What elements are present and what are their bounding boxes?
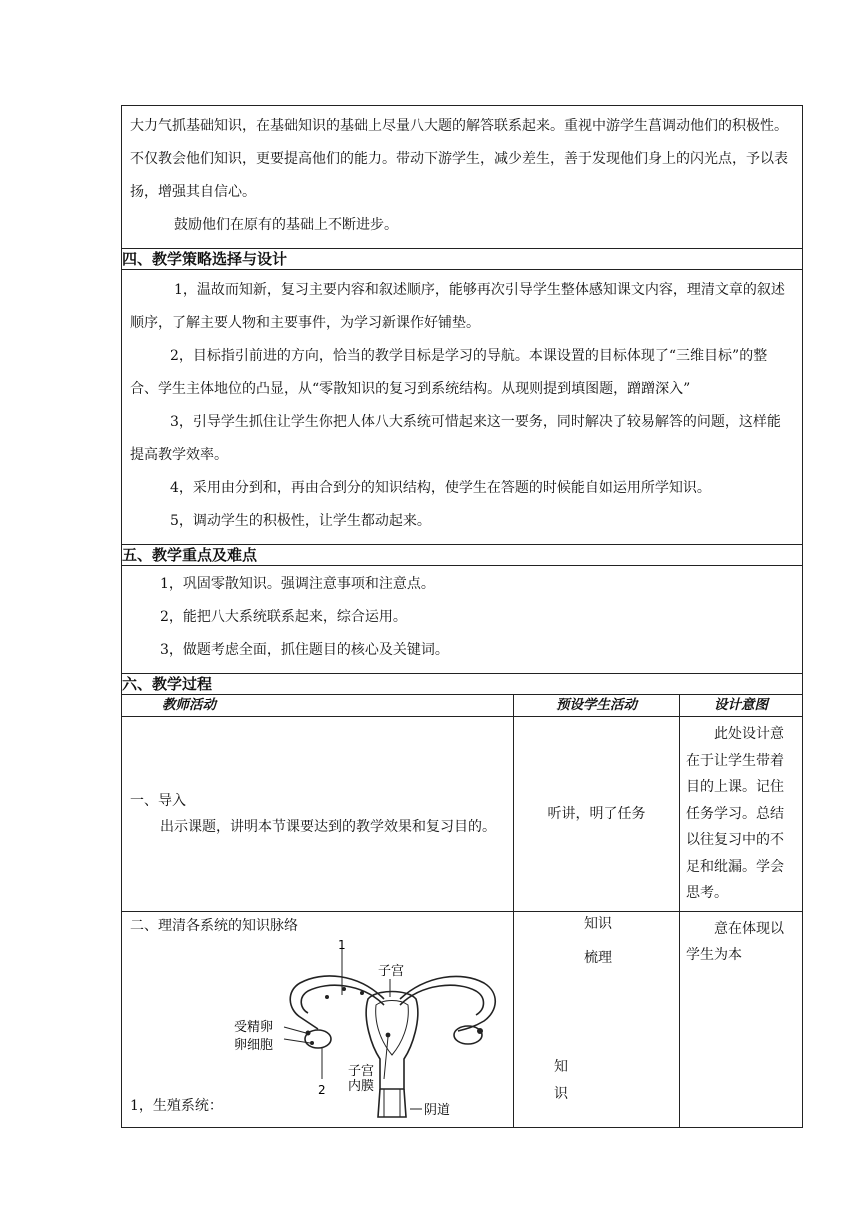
student-knowledge-line2: 梳理 xyxy=(584,949,612,966)
strategy-item: 1，温故而知新，复习主要内容和叙述顺序，能够再次引导学生整体感知课文内容，理清文章的叙述顺序，了解主要人物和主要事件，为学习新课作好铺垫。 xyxy=(130,282,785,331)
section-5-content-row xyxy=(122,566,803,674)
design-intent-header: 设计意图 xyxy=(680,695,803,717)
knowledge-title: 二、理清各系统的知识脉络 xyxy=(130,917,298,934)
key-point-item: 1，巩固零散知识。强调注意事项和注意点。 xyxy=(160,576,435,592)
intro-teacher-cell xyxy=(122,717,514,912)
diagram-label-2: 2 xyxy=(318,1082,326,1097)
diagram-label-1: 1 xyxy=(338,938,346,952)
lesson-plan-table xyxy=(121,105,803,1128)
knowledge-item-reproductive: 1，生殖系统： xyxy=(130,1097,223,1114)
key-point-item: 2，能把八大系统联系起来，综合运用。 xyxy=(160,609,407,625)
knowledge-student-cell xyxy=(514,911,680,1127)
teacher-activity-header: 教师活动 xyxy=(122,695,514,717)
intro-intent-text: 此处设计意在于让学生带着目的上课。记住任务学习。总结以往复习中的不足和纰漏。学会思考。 xyxy=(686,726,784,901)
knowledge-intent-text-wrap xyxy=(680,912,802,973)
student-knowledge-line3: 知 xyxy=(554,1058,568,1075)
diagram-label-fertilized-egg: 受精卵 xyxy=(234,1019,274,1035)
section-4-title: 四、教学策略选择与设计 xyxy=(122,249,803,270)
strategy-item: 2，目标指引前进的方向，恰当的教学目标是学习的导航。本课设置的目标体现了“三维目标”的整合、学生主体地位的凸显，从“零散知识的复习到系统结构。从现则提到填图题，蹭蹭深入” xyxy=(130,348,768,397)
knowledge-intent-cell xyxy=(680,911,803,1127)
key-point-item: 3，做题考虑全面，抓住题目的核心及关键词。 xyxy=(160,642,449,658)
section-4-content-row xyxy=(122,270,803,545)
student-knowledge-line1: 知识 xyxy=(584,915,612,932)
diagram-label-vagina: 阴道 xyxy=(424,1102,451,1118)
intro-intent-cell xyxy=(680,717,803,912)
diagram-label-endometrium-1: 子宫 xyxy=(348,1063,375,1079)
intro-intent-text-wrap xyxy=(680,717,802,911)
knowledge-teacher-cell xyxy=(122,911,514,1127)
section-5-header-row xyxy=(122,545,803,566)
process-column-header-row xyxy=(122,695,803,717)
strategy-item: 3，引导学生抓住让学生你把人体八大系统可惜起来这一要务，同时解决了较易解答的问题，这样能提高教学效率。 xyxy=(130,414,781,463)
section-5-title: 五、教学重点及难点 xyxy=(122,545,803,566)
student-activity-header: 预设学生活动 xyxy=(514,695,680,717)
learner-analysis-block xyxy=(122,106,802,248)
section-6-header-row xyxy=(122,674,803,695)
intro-student-activity: 听讲，明了任务 xyxy=(547,805,646,822)
section-4-header-row xyxy=(122,249,803,270)
strategy-item: 5，调动学生的积极性，让学生都动起来。 xyxy=(170,513,431,529)
reproductive-diagram-wrap xyxy=(130,939,505,1127)
section-6-title: 六、教学过程 xyxy=(122,674,803,695)
strategy-item: 4，采用由分到和，再由合到分的知识结构，使学生在答题的时候能自如运用所学知识。 xyxy=(170,480,711,496)
diagram-label-endometrium-2: 内膜 xyxy=(348,1078,375,1094)
intro-student-cell xyxy=(514,717,680,912)
learner-analysis-closing: 鼓励他们在原有的基础上不断进步。 xyxy=(174,217,398,233)
process-row-intro xyxy=(122,717,803,912)
learner-analysis-paragraph: 大力气抓基础知识，在基础知识的基础上尽量八大题的解答联系起来。重视中游学生菖调动他们的积极性。不仅教会他们知识，更要提高他们的能力。带动下游学生，减少差生，善于发现他们身上的闪光点，予以表扬，增强其自信心。 xyxy=(130,118,788,200)
student-knowledge-line4: 识 xyxy=(554,1085,568,1102)
learner-analysis-row xyxy=(122,106,803,249)
process-row-knowledge xyxy=(122,911,803,1127)
key-points-list xyxy=(122,566,802,673)
strategy-list xyxy=(122,270,802,544)
diagram-label-uterus: 子宫 xyxy=(378,963,405,979)
knowledge-intent-text: 意在体现以学生为本 xyxy=(686,920,784,963)
intro-title: 一、导入 xyxy=(130,792,186,809)
diagram-label-egg-cell: 卵细胞 xyxy=(234,1037,274,1053)
intro-text: 出示课题，讲明本节课要达到的教学效果和复习目的。 xyxy=(160,818,496,835)
